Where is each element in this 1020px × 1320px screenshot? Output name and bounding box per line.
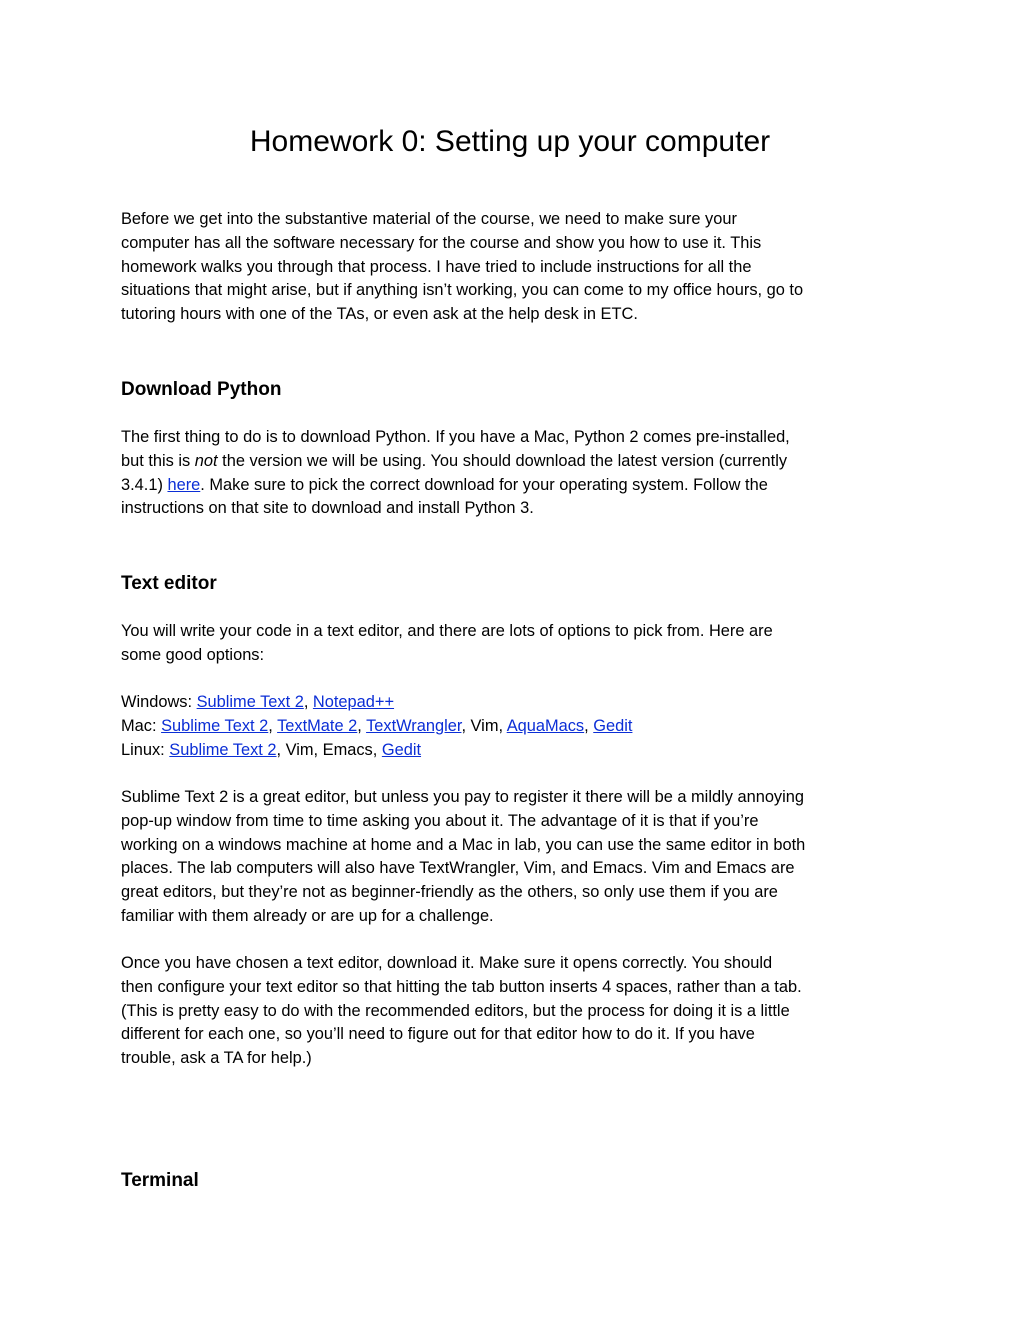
python-line: instructions on that site to download and install Python 3.: [121, 499, 534, 518]
link-sublime-text-2[interactable]: Sublime Text 2: [169, 740, 277, 759]
separator: ,: [268, 716, 278, 735]
configure-line: then configure your text editor so that hitting the tab button inserts 4 spaces, rather than a tab.: [121, 977, 802, 996]
link-gedit[interactable]: Gedit: [381, 740, 422, 759]
os-label-linux: Linux:: [121, 740, 170, 759]
editor-options-list: [121, 691, 911, 762]
section-heading-terminal: Terminal: [121, 1170, 199, 1191]
editor-options-windows: [121, 691, 911, 715]
configure-line: trouble, ask a TA for help.): [121, 1049, 312, 1068]
python-paragraph: [121, 426, 911, 521]
editor-options-linux: [121, 739, 911, 763]
os-label-windows: Windows:: [121, 693, 197, 711]
intro-line: situations that might arise, but if anything isn’t working, you can come to my office hours, go to: [121, 281, 804, 300]
separator: ,: [303, 693, 313, 711]
editor-intro-paragraph: [121, 620, 911, 668]
emphasis-not: not: [194, 451, 218, 470]
link-textmate-2[interactable]: TextMate 2: [277, 716, 358, 735]
python-line: [121, 474, 911, 498]
python-line: [121, 450, 911, 474]
editor-intro-line: You will write your code in a text editor, and there are lots of options to pick from. Here are: [121, 622, 773, 640]
intro-paragraph: [121, 208, 911, 327]
python-download-link[interactable]: here: [167, 475, 201, 494]
separator: ,: [584, 716, 594, 735]
sublime-line: pop-up window from time to time asking you about it. The advantage of it is that if you’re: [121, 811, 759, 830]
intro-line: computer has all the software necessary for the course and show you how to use it. This: [121, 233, 762, 252]
sublime-paragraph: [121, 786, 911, 929]
sublime-line: familiar with them already or are up for a challenge.: [121, 906, 494, 925]
link-sublime-text-2[interactable]: Sublime Text 2: [161, 716, 269, 735]
python-text: . Make sure to pick the correct download for your operating system. Follow the: [200, 475, 768, 494]
intro-line: tutoring hours with one of the TAs, or even ask at the help desk in ETC.: [121, 305, 638, 324]
separator: ,: [357, 716, 367, 735]
configure-line: Once you have chosen a text editor, download it. Make sure it opens correctly. You should: [121, 954, 773, 972]
intro-line: homework walks you through that process. I have tried to include instructions for all the: [121, 257, 752, 276]
python-text: but this is: [121, 451, 195, 470]
configure-line: different for each one, so you’ll need to figure out for that editor how to do it. If you have: [121, 1025, 755, 1044]
sublime-line: great editors, but they’re not as beginner-friendly as the others, so only use them if you are: [121, 883, 778, 902]
separator: , Vim, Emacs,: [276, 740, 382, 759]
python-text: the version we will be using. You should download the latest version (currently: [217, 451, 788, 470]
section-heading-text-editor: Text editor: [121, 573, 217, 594]
sublime-line: places. The lab computers will also have TextWrangler, Vim, and Emacs. Vim and Emacs are: [121, 859, 795, 878]
link-sublime-text-2[interactable]: Sublime Text 2: [196, 693, 304, 711]
python-text: 3.4.1): [121, 475, 168, 494]
sublime-line: working on a windows machine at home and a Mac in lab, you can use the same editor in both: [121, 835, 806, 854]
sublime-line: Sublime Text 2 is a great editor, but unless you pay to register it there will be a mildly annoying: [121, 788, 805, 806]
link-aquamacs[interactable]: AquaMacs: [506, 716, 585, 735]
configure-paragraph: [121, 952, 911, 1071]
python-line: The first thing to do is to download Python. If you have a Mac, Python 2 comes pre-installed,: [121, 428, 790, 446]
link-gedit[interactable]: Gedit: [593, 716, 633, 735]
intro-line: Before we get into the substantive material of the course, we need to make sure your: [121, 210, 737, 228]
editor-intro-line: some good options:: [121, 645, 265, 664]
page-title: Homework 0: Setting up your computer: [249, 125, 771, 158]
editor-options-mac: [121, 715, 911, 739]
configure-line: (This is pretty easy to do with the recommended editors, but the process for doing it is a little: [121, 1001, 790, 1020]
link-textwrangler[interactable]: TextWrangler: [366, 716, 462, 735]
section-heading-download-python: Download Python: [121, 379, 282, 400]
separator: , Vim,: [461, 716, 507, 735]
link-notepad-plus-plus[interactable]: Notepad++: [312, 693, 395, 711]
os-label-mac: Mac:: [121, 716, 162, 735]
